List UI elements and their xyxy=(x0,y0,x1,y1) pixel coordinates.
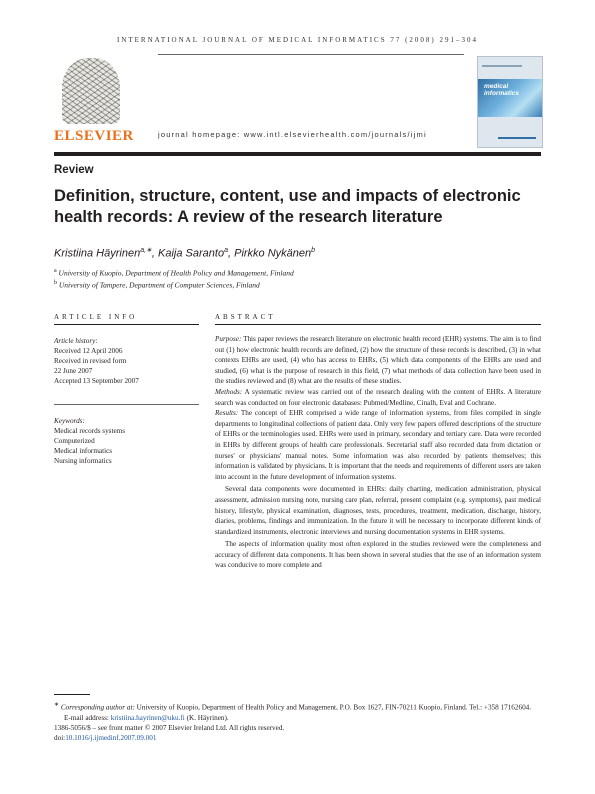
section-label: Review xyxy=(54,164,94,176)
elsevier-logo xyxy=(54,58,134,148)
results-text: The concept of EHR comprised a wide range of information systems, from files compiled in single departments to longitudinal collections of patient data. Only very few papers offered descriptions of the structure of EHRs or the terminologies used. EHRs were used in primary, secondary and tertiary care. Data were recorded in EHRs by different groups of health care professionals. Secretarial staff also recorded data from dictation or nurses' or physicians' manual notes. Some information was also recorded by patients themselves; this information is validated by physicians. It is important that the needs and requirements of different users are taken into account in the future development of information systems. xyxy=(215,409,542,481)
author-mark: a xyxy=(224,247,228,254)
author-name[interactable]: Kaija Saranto xyxy=(158,247,225,260)
history-line: Received in revised form xyxy=(54,357,127,365)
author-list xyxy=(54,246,315,260)
affiliation xyxy=(54,268,294,278)
cover-stripe xyxy=(482,65,522,67)
doi-prefix: doi: xyxy=(54,734,66,742)
heavy-rule xyxy=(54,152,541,156)
email-suffix: (K. Häyrinen). xyxy=(186,713,229,722)
journal-cover xyxy=(477,56,543,148)
author-separator: , xyxy=(151,247,159,260)
abstract-paragraph: The aspects of information quality most often explored in the studies reviewed were the completeness and accuracy of different data components. It has been shown in several studies that the use of an information system was conducive to more complete and xyxy=(215,540,541,570)
methods-text: A systematic review was carried out of the research dealing with the content of EHRs. A literature search was conducted on four electronic databases: Pubmed/Medline, Cinalh, Eval and Cochrane. xyxy=(215,387,541,407)
affiliation-text: University of Tampere, Department of Computer Sciences, Finland xyxy=(58,280,260,290)
article-history xyxy=(54,336,199,386)
corresponding-text: University of Kuopio, Department of Health Policy and Management, P.O. Box 1627, FIN-70211 Kuopio, Finland. Tel.: +358 17162604. xyxy=(136,703,532,712)
abstract-rule xyxy=(215,324,541,325)
email-link[interactable]: kristiina.hayrinen@uku.fi xyxy=(110,713,185,722)
doi-line xyxy=(54,733,544,743)
author-name[interactable]: Kristiina Häyrinen xyxy=(54,247,141,260)
keyword[interactable]: Medical records systems xyxy=(54,427,126,435)
history-line: 22 June 2007 xyxy=(54,367,93,375)
running-head: INTERNATIONAL JOURNAL OF MEDICAL INFORMATICS 77 (2008) 291–304 xyxy=(116,36,479,44)
footnote-rule xyxy=(54,694,90,695)
affiliation-text: University of Kuopio, Department of Health Policy and Management, Finland xyxy=(58,268,294,278)
purpose-label: Purpose: xyxy=(215,335,242,343)
cover-foot xyxy=(498,137,536,139)
abstract-methods xyxy=(215,387,541,408)
methods-label: Methods: xyxy=(215,387,243,396)
corresponding-label: Corresponding author at: xyxy=(60,703,135,712)
author-separator: , xyxy=(227,247,235,260)
keyword[interactable]: Computerized xyxy=(54,437,95,445)
journal-homepage[interactable]: journal homepage: www.intl.elsevierhealth.com/journals/ijmi xyxy=(158,130,427,139)
header-rule xyxy=(158,54,464,55)
abstract-paragraph: Several data components were documented in EHRs: daily charting, medication administration, physical assessment, admission nursing note, nursing care plan, referral, present complaint (e.g. symptoms), past medical history, lifestyle, physical examination, diagnoses, tests, procedures, treatment, medication, discharge, history, diaries, problems, findings and immunization. In the future it will be necessary to incorporate different kinds of standardized instruments, electronic interviews and nursing documentation systems in EHR systems. xyxy=(215,485,541,536)
history-label: Article history: xyxy=(54,337,98,345)
corresponding-author-note xyxy=(54,700,544,713)
history-line: Received 12 April 2006 xyxy=(54,347,123,355)
affiliation xyxy=(54,280,260,290)
affiliation-mark: a xyxy=(54,268,57,274)
abstract-results xyxy=(215,408,541,482)
keyword[interactable]: Medical informatics xyxy=(54,447,113,455)
email-label: E-mail address: xyxy=(64,713,109,722)
author-mark: a,∗ xyxy=(140,247,152,254)
article-title: Definition, structure, content, use and impacts of electronic health records: A review of the research literature xyxy=(54,187,521,226)
keywords-block xyxy=(54,416,199,466)
abstract-body xyxy=(215,334,541,571)
doi-link[interactable]: 10.1016/j.ijmedinf.2007.09.001 xyxy=(65,734,157,742)
abstract-purpose xyxy=(215,334,541,387)
publisher-name: ELSEVIER xyxy=(54,128,134,144)
footnotes xyxy=(54,700,544,743)
affiliation-mark: b xyxy=(54,280,57,286)
article-info-heading: ARTICLE INFO xyxy=(54,313,138,321)
author-mark: b xyxy=(311,247,316,254)
article-info-rule xyxy=(54,324,199,325)
footnote-mark: ∗ xyxy=(54,702,60,708)
history-line: Accepted 13 September 2007 xyxy=(54,377,139,385)
keyword[interactable]: Nursing informatics xyxy=(54,457,112,465)
copyright-line: 1386-5056/$ – see front matter © 2007 Elsevier Ireland Ltd. All rights reserved. xyxy=(54,723,285,732)
results-label: Results: xyxy=(215,409,239,418)
info-divider xyxy=(54,404,199,405)
abstract-heading: ABSTRACT xyxy=(215,313,276,321)
author-name[interactable]: Pirkko Nykänen xyxy=(234,247,312,260)
email-note xyxy=(54,713,544,723)
purpose-text: This paper reviews the research literature on electronic health record (EHR) systems. The aim is to find out (1) how electronic health records are defined, (2) how the structure of these records is described, (3) in what contexts EHRs are used, (4) who has access to EHRs, (5) which data components of the EHRs are used and studied, (6) what is the purpose of research in this field, (7) what methods of data collection have been used in the studies reviewed and (8) what are the results of these studies. xyxy=(215,335,541,386)
cover-title: medical informatics xyxy=(484,83,520,97)
elsevier-tree-icon xyxy=(62,58,120,124)
keywords-label: Keywords: xyxy=(54,417,85,425)
